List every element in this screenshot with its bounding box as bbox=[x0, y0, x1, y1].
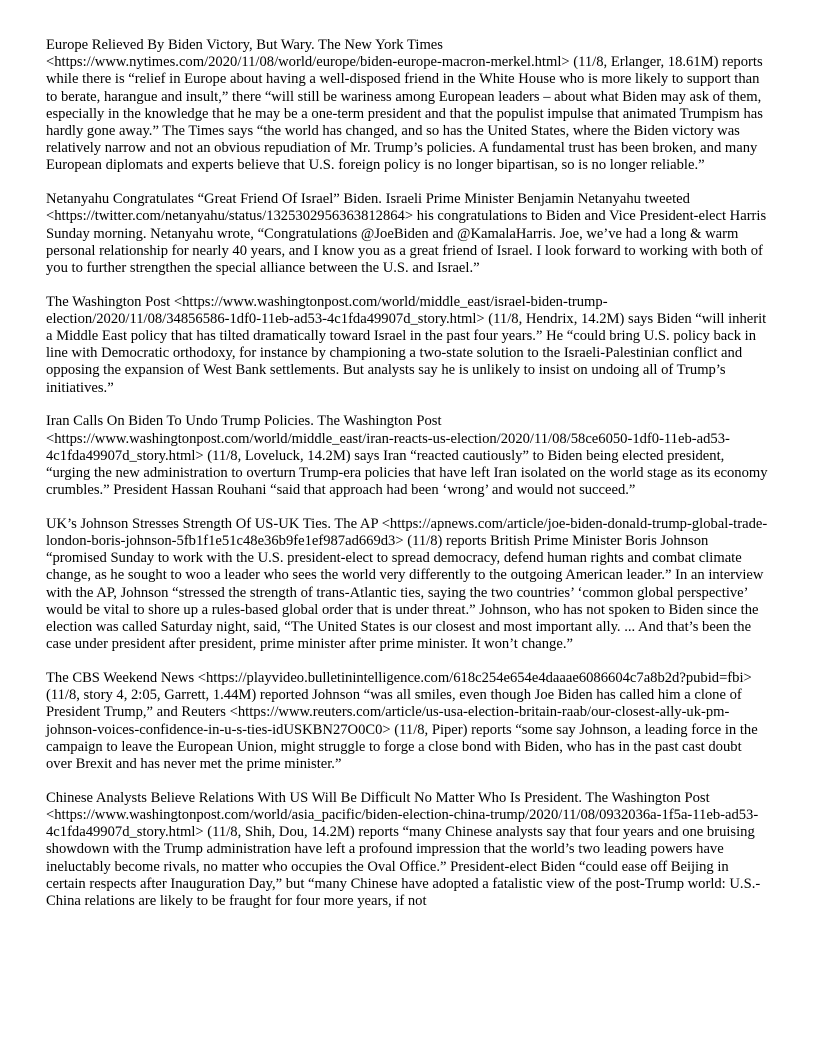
paragraph-chinese-analysts: Chinese Analysts Believe Relations With US Will Be Difficult No Matter Who Is President. The Washington Post <https://www.washingtonpost.com/world/asia_pacific/biden-election-china-trump/2020/11/08/0932036a-1f5a-11eb-ad53-4c1fda49907d_story.html> (11/8, Shih, Dou, 14.2M) reports “many Chinese analysts say that four years and one bruising showdown with the Trump administration have left a profound impression that the world’s two leading powers have ineluctably become rivals, no matter who occupies the Oval Office.” President-elect Biden “could ease off Beijing in certain respects after Inauguration Day,” but “many Chinese have adopted a fatalistic view of the post-Trump world: U.S.-China relations are likely to be fraught for four more years, if not bbox=[46, 789, 761, 909]
paragraph-europe-relieved: Europe Relieved By Biden Victory, But Wary. The New York Times <https://www.nytimes.com/2020/11/08/world/europe/biden-europe-macron-merkel.html> (11/8, Erlanger, 18.61M) reports while there is “relief in Europe about having a well-disposed friend in the White House who is more likely to support than to berate, harangue and insult,” there “will still be wariness among European leaders – about what Biden may ask of them, especially in the knowledge that he may be a one-term president and that the populist impulse that animated Trumpism has hardly gone away.” The Times says “the world has changed, and so has the United States, where the Biden victory was relatively narrow and not an obvious repudiation of Mr. Trump’s policies. A fundamental trust has been broken, and many European diplomats and experts believe that U.S. foreign policy is no longer bipartisan, so is no longer reliable.” bbox=[46, 37, 763, 174]
paragraph-iran-calls-on-biden: Iran Calls On Biden To Undo Trump Policies. The Washington Post <https://www.washingtonpost.com/world/middle_east/iran-reacts-us-election/2020/11/08/58ce6050-1df0-11eb-ad53-4c1fda49907d_story.html> (11/8, Loveluck, 14.2M) says Iran “reacted cautiously” to Biden being elected president, “urging the new administration to overturn Trump-era policies that have left Iran isolated on the world stage as its economy crumbles.” President Hassan Rouhani “said that approach had been ‘wrong’ and would not succeed.” bbox=[46, 413, 768, 499]
paragraph-washington-post-middle-east: The Washington Post <https://www.washingtonpost.com/world/middle_east/israel-biden-trump-election/2020/11/08/34856586-1df0-11eb-ad53-4c1fda49907d_story.html> (11/8, Hendrix, 14.2M) says Biden “will inherit a Middle East policy that has tilted dramatically toward Israel in the past four years.” He “could bring U.S. policy back in line with Democratic orthodoxy, for instance by championing a two-state solution to the Israeli-Palestinian conflict and opposing the expansion of West Bank settlements. But analysts say he is unlikely to insist on undoing all of Trump’s initiatives.” bbox=[46, 293, 767, 396]
document-body bbox=[46, 37, 770, 927]
paragraph-cbs-weekend-news: The CBS Weekend News <https://playvideo.bulletinintelligence.com/618c254e654e4daaae6086604c7a8b2d?pubid=fbi> (11/8, story 4, 2:05, Garrett, 1.44M) reported Johnson “was all smiles, even though Joe Biden has called him a clone of President Trump,” and Reuters <https://www.reuters.com/article/us-usa-election-britain-raab/our-closest-ally-uk-pm-johnson-voices-confidence-in-u-s-ties-idUSKBN27O0C0> (11/8, Piper) reports “some say Johnson, a leading force in the campaign to leave the European Union, might struggle to forge a close bond with Biden, who has in the past cast doubt over Brexit and has never met the prime minister.” bbox=[46, 670, 758, 773]
paragraph-netanyahu-congratulates: Netanyahu Congratulates “Great Friend Of Israel” Biden. Israeli Prime Minister Benjamin Netanyahu tweeted <https://twitter.com/netanyahu/status/1325302956363812864> his congratulations to Biden and Vice President-elect Harris Sunday morning. Netanyahu wrote, “Congratulations @JoeBiden and @KamalaHarris. Joe, we’ve had a long & warm personal relationship for nearly 40 years, and I know you as a great friend of Israel. I look forward to working with both of you to further strengthen the special alliance between the U.S. and Israel.” bbox=[46, 191, 767, 276]
paragraph-uk-johnson-ties: UK’s Johnson Stresses Strength Of US-UK Ties. The AP <https://apnews.com/article/joe-biden-donald-trump-global-trade-london-boris-johnson-5fb1f1e51c48e36b9fe1ef987ad669d3> (11/8) reports British Prime Minister Boris Johnson “promised Sunday to work with the U.S. president-elect to spread democracy, defend human rights and combat climate change, as he sought to woo a leader who sees the world very differently to the outgoing American leader.” In an interview with the AP, Johnson “stressed the strength of trans-Atlantic ties, saying the two countries’ ‘common global perspective’ would be vital to shore up a rules-based global order that is under threat.” Johnson, who has not spoken to Biden since the election was called Saturday night, said, “The United States is our closest and most important ally. ... And that’s been the case under president after president, prime minister after prime minister. It won’t change.” bbox=[46, 515, 768, 653]
